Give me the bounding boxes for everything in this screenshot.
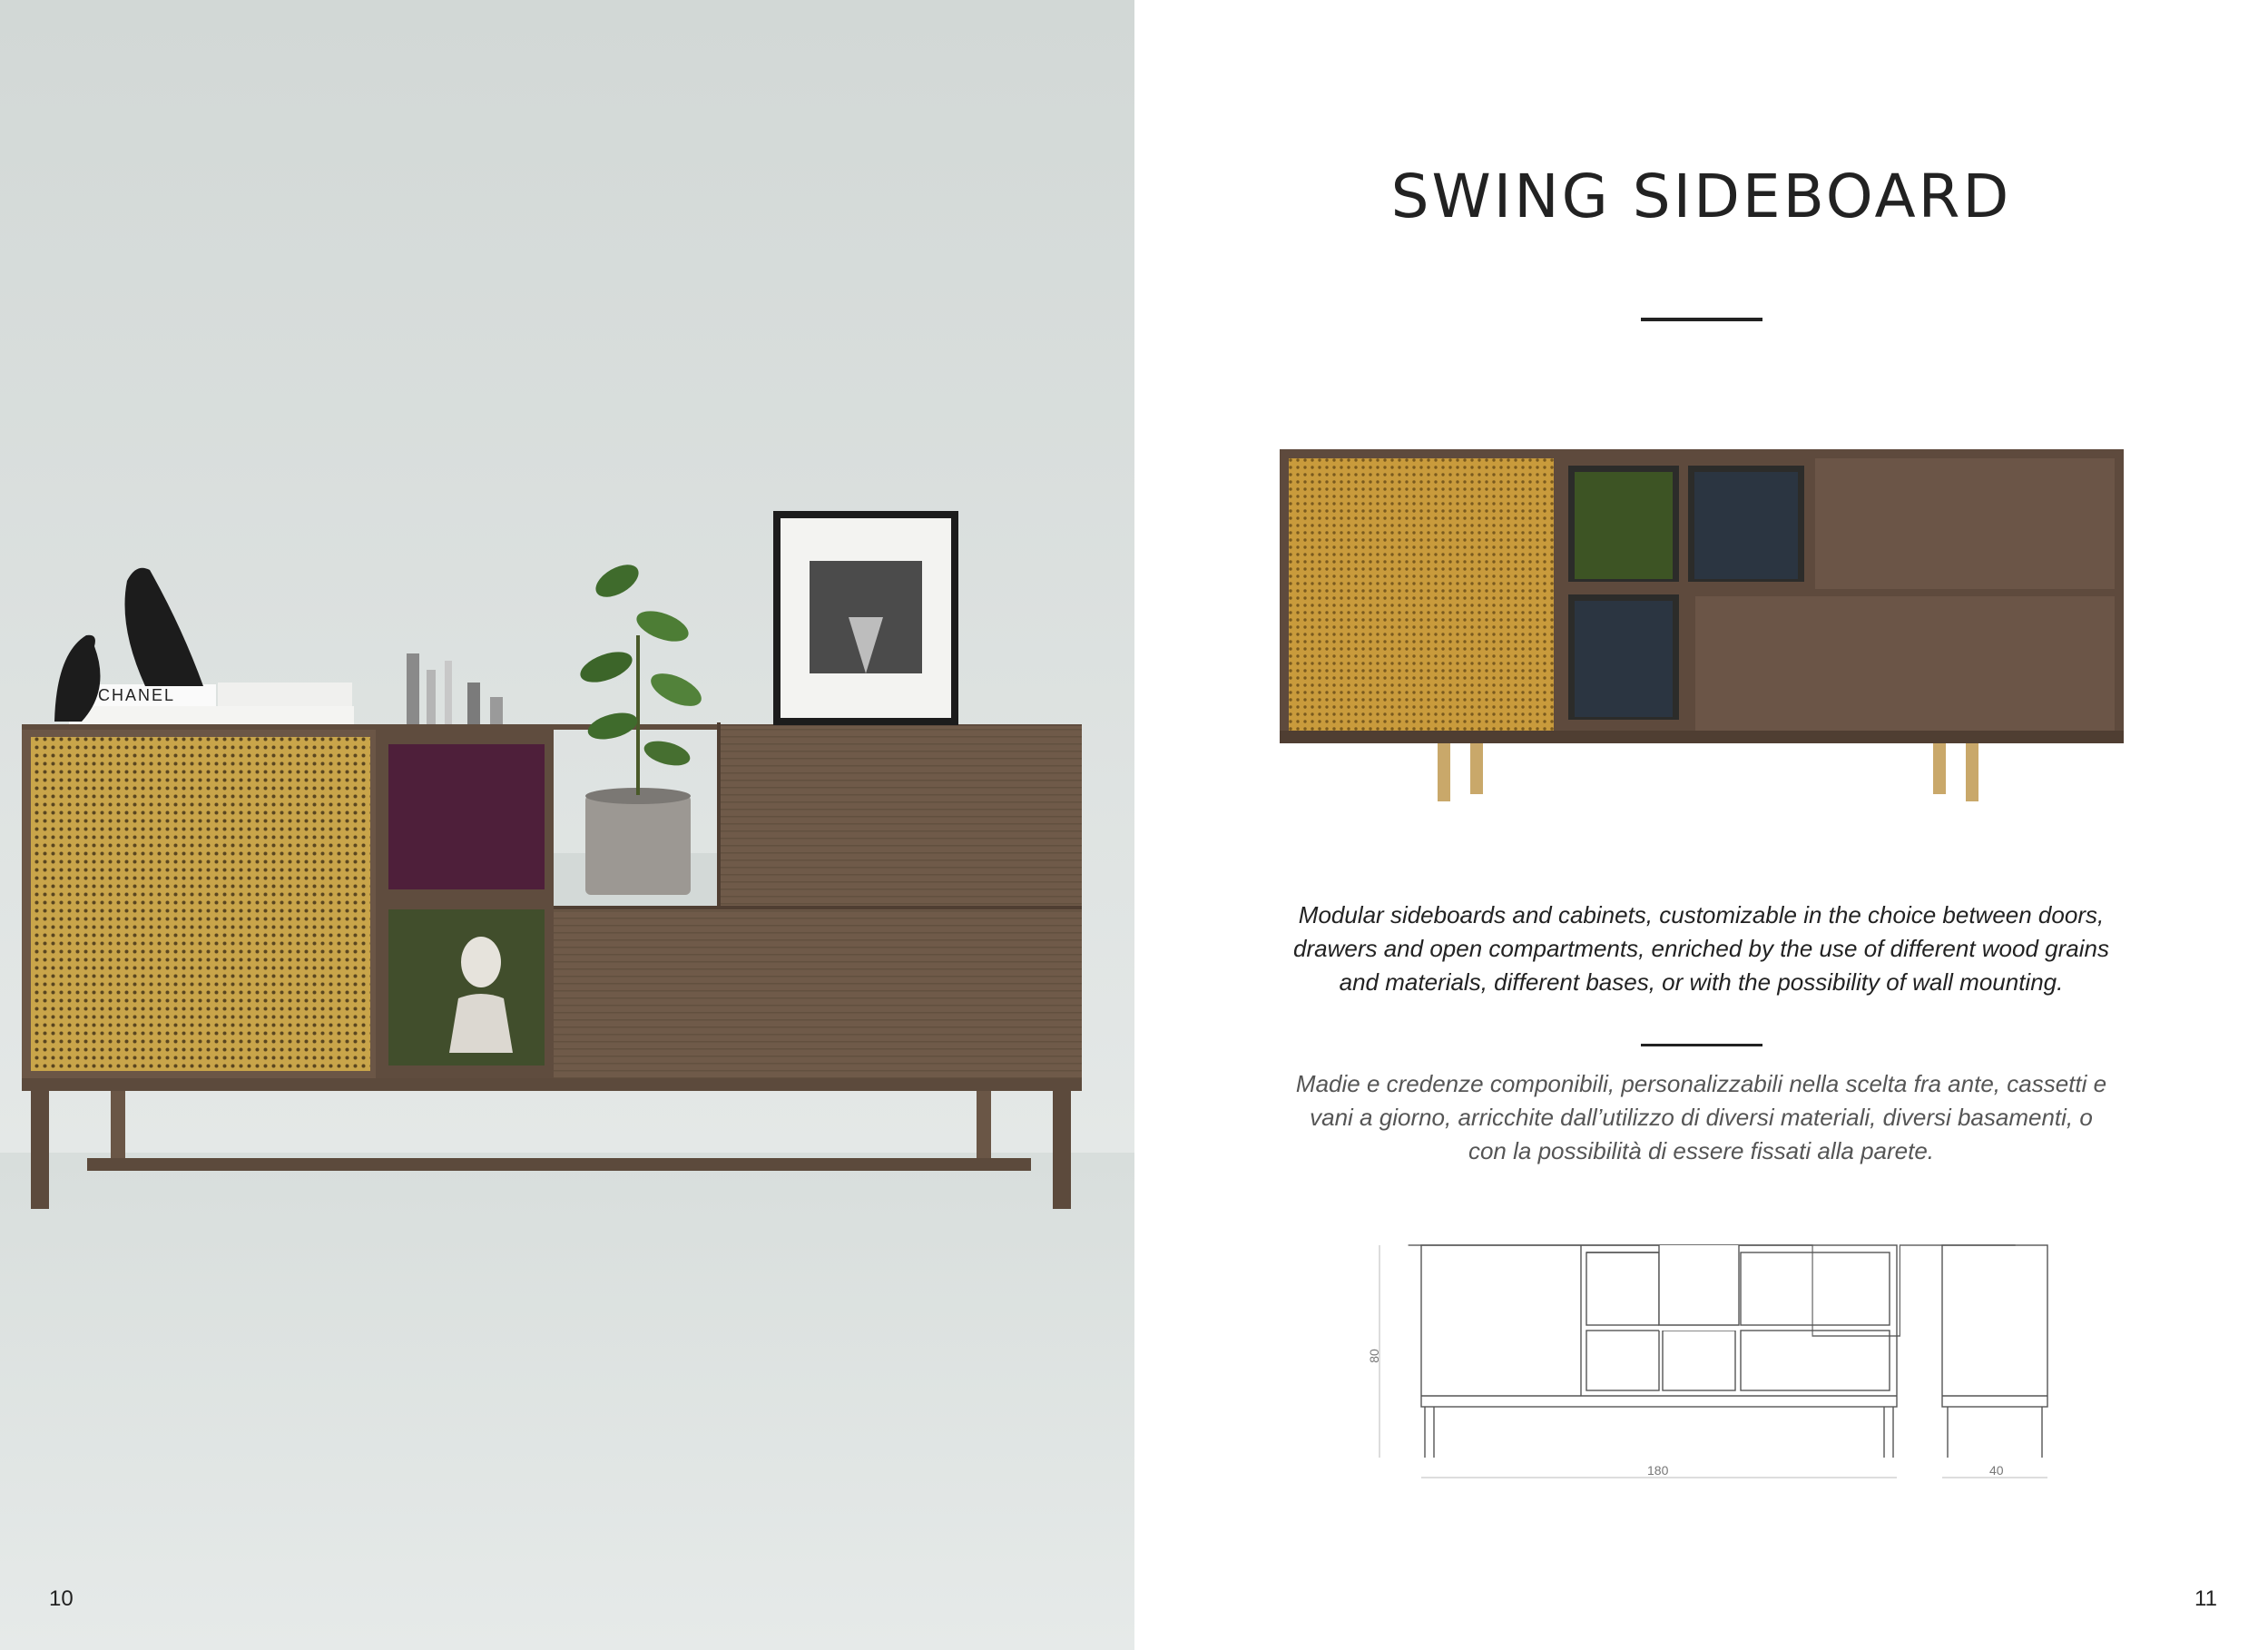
title-divider [1641,318,1762,321]
dimension-height: 80 [1366,1349,1381,1363]
page-number-right: 11 [2194,1586,2217,1611]
description-italian: Madie e credenze componibili, personalizzabili nella scelta fra ante, cassetti e vani a giorno, arricchite dall’utilizzo di diversi materiali, diversi basamenti, o con la possibilità di essere fissati alla parete. [1295,1070,2107,1164]
description-divider [1641,1044,1762,1046]
description-english: Modular sideboards and cabinets, customizable in the choice between doors, drawers and open compartments, enriched by the use of different wood grains and materials, different bases, or with the possibility of wall mounting. [1293,901,2109,996]
book-label: CHANEL [98,686,176,704]
product-render [1280,449,2124,812]
dimension-depth: 40 [1989,1463,2004,1478]
technical-drawing [1370,1234,2060,1488]
product-page [1134,0,2268,1650]
dimension-width: 180 [1647,1463,1669,1478]
page-number-left: 10 [49,1586,74,1611]
page-title: SWING SIDEBOARD [1390,162,2012,231]
